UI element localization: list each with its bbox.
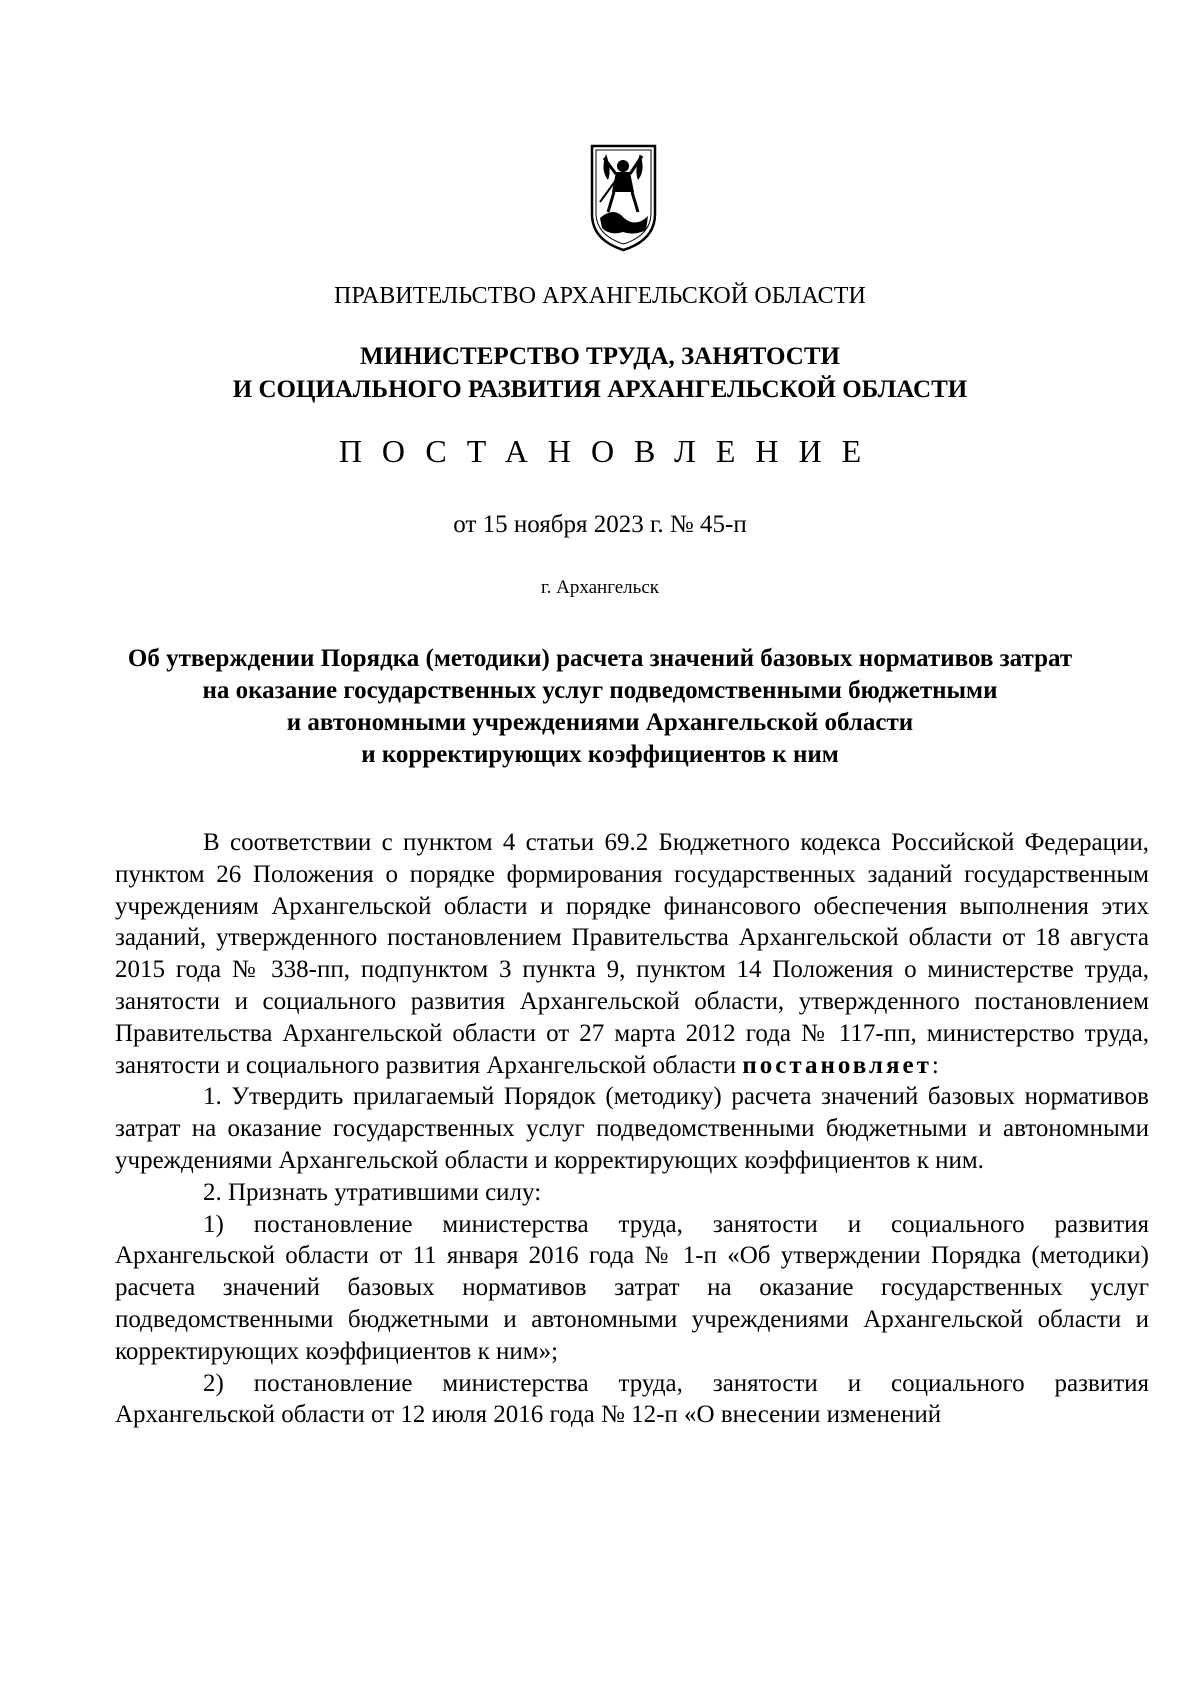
subject-line: и корректирующих коэффициентов к ним bbox=[361, 741, 839, 768]
item-2-1-paragraph: 1) постановление министерства труда, занятости и социального развития Архангельской области от 11 января 2016 года № 1-п «Об утверждении Порядка (методики) расчета значений базовых нормативов затрат на оказание государственных услуг подведомственными бюджетными и автономными учреждениями Архангельской области и корректирующих коэффициентов к ним»; bbox=[115, 1210, 1149, 1365]
document-type: ПОСТАНОВЛЕНИЕ bbox=[338, 433, 882, 469]
subject-line: на оказание государственных услуг подведомственными бюджетными bbox=[202, 677, 998, 704]
item-2-paragraph: 2. Признать утратившими силу: bbox=[203, 1178, 542, 1206]
ministry-name-line: И СОЦИАЛЬНОГО РАЗВИТИЯ АРХАНГЕЛЬСКОЙ ОБЛАСТИ bbox=[232, 376, 968, 403]
resolves-word: постановляет bbox=[742, 1051, 932, 1079]
preamble-text: В соответствии с пунктом 4 статьи 69.2 Бюджетного кодекса Российской Федерации, пунктом 26 Положения о порядке формирования государственных заданий государственным учреждениям Архангельской области и порядке финансового обеспечения выполнения этих заданий, утвержденного постановлением Правительства Архангельской области от 18 августа 2015 года № 338-пп, подпунктом 3 пункта 9, пунктом 14 Положения о министерстве труда, занятости и социального развития Архангельской области, утвержденного постановлением Правительства Архангельской области от 27 марта 2012 года № 117-пп, министерство труда, занятости и социального развития Архангельской области bbox=[115, 829, 1149, 1079]
item-1-paragraph: 1. Утвердить прилагаемый Порядок (методику) расчета значений базовых нормативов затрат на оказание государственных услуг подведомственными бюджетными и автономными учреждениями Архангельской области и корректирующих коэффициентов к ним. bbox=[115, 1083, 1149, 1174]
subject-line: Об утверждении Порядка (методики) расчета значений базовых нормативов затрат bbox=[127, 645, 1073, 672]
document-subject bbox=[100, 643, 1100, 771]
ministry-name-line: МИНИСТЕРСТВО ТРУДА, ЗАНЯТОСТИ bbox=[360, 343, 840, 370]
document-date-number: от 15 ноября 2023 г. № 45-п bbox=[453, 511, 747, 538]
resolves-punct: : bbox=[931, 1051, 939, 1079]
preamble-paragraph bbox=[115, 827, 1149, 1081]
document-body bbox=[115, 827, 1149, 1431]
coat-of-arms-icon bbox=[586, 140, 661, 252]
subject-line: и автономными учреждениями Архангельской области bbox=[286, 709, 914, 736]
document-city: г. Архангельск bbox=[540, 577, 659, 598]
ministry-name bbox=[100, 340, 1100, 406]
government-name: ПРАВИТЕЛЬСТВО АРХАНГЕЛЬСКОЙ ОБЛАСТИ bbox=[334, 283, 866, 309]
item-2-2-paragraph: 2) постановление министерства труда, занятости и социального развития Архангельской области от 12 июля 2016 года № 12-п «О внесении изменений bbox=[115, 1369, 1149, 1429]
